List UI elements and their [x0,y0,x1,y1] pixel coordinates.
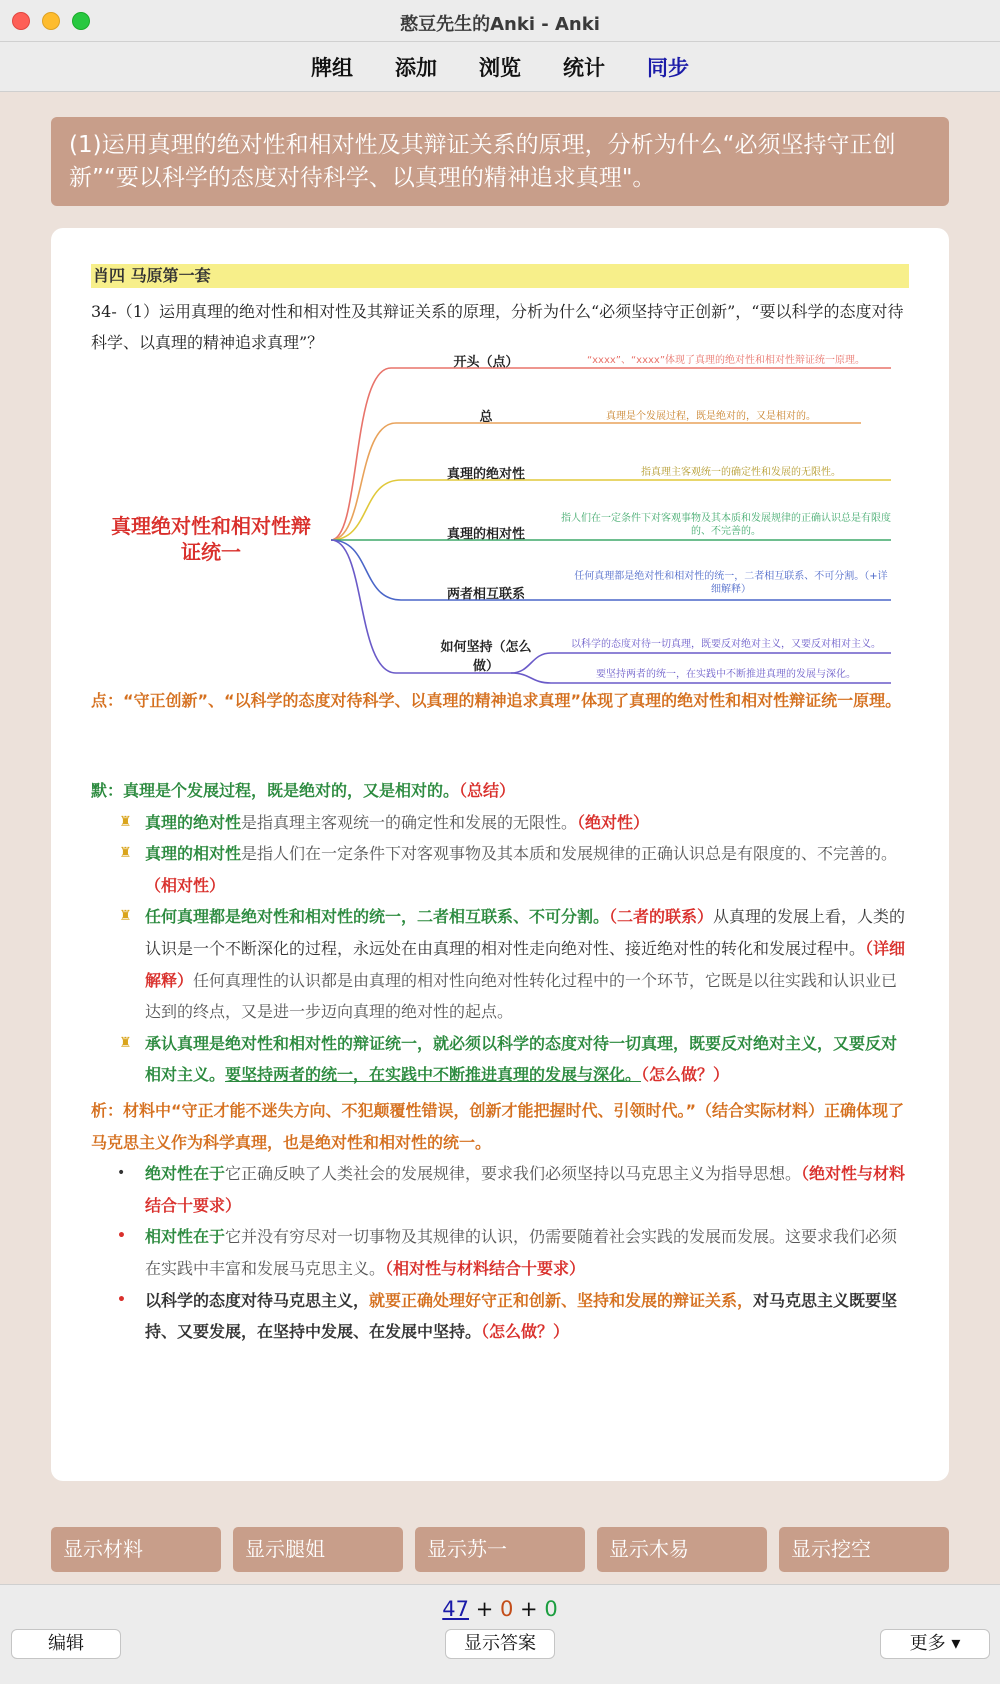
plus-sign: + [475,1597,494,1621]
show-suyi-button[interactable]: 显示苏一 [415,1527,585,1572]
trophy-icon: ♜ [119,1034,132,1051]
bullet-relative-desc: 是指人们在一定条件下对客观事物及其本质和发展规律的正确认识总是有限度的、不完善的。 [241,844,898,864]
analysis-absolute-tag: （绝对性与材料结合十要求） [145,1164,906,1215]
window-title: 憨豆先生的Anki - Anki [400,14,600,35]
question-banner: (1)运用真理的绝对性和相对性及其辩证关系的原理，分析为什么“必须坚持守正创新”“要以科学的态度对待科学、以真理的精神追求真理"。 [51,117,949,206]
analysis-lead: 析：材料中“守正才能不迷失方向、不犯颠覆性错误，创新才能把握时代、引领时代。”（结合实际材料）正确体现了马克思主义作为科学真理，也是绝对性和相对性的统一。 [91,1101,905,1152]
bullet-link-body: 从真理的发展上看，人类的认识是一个不断深化的过程，永远处在由真理的相对性走向绝对性、接近绝对性的转化和发展过程中。 [145,907,906,958]
title-bar [0,0,1000,42]
bullet-absolute-desc: 是指真理主客观统一的确定性和发展的无限性。 [241,812,578,832]
bullet-link-tag: （二者的联系） [609,907,714,927]
bullet-how-tag: （怎么做？） [641,1065,730,1085]
more-button[interactable]: 更多 ▾ [880,1629,990,1659]
show-muyi-button[interactable]: 显示木易 [597,1527,767,1572]
bullet-relative-tag: （相对性） [145,875,226,895]
card-header [91,264,909,358]
analysis-relative-desc: 它并没有穷尽对一切事物及其规律的认识，仍需要随着社会实践的发展而发展。这要求我们必须在实践中丰富和发展马克思主义。 [145,1227,898,1278]
bullet-absolute [91,807,909,839]
bullet-how [91,1028,909,1091]
branch-label-absolute: 真理的绝对性 [446,467,525,482]
bullet-how-underline: 要坚持两者的统一，在实践中不断推进真理的发展与深化。 [225,1065,642,1085]
toolbar-browse[interactable]: 浏览 [479,55,521,80]
analysis-relative-tag: （相对性与材料结合十要求） [385,1258,586,1278]
mind-map [91,348,909,703]
due-counts [0,1597,1000,1621]
analysis-how-lead: 以科学的态度对待马克思主义， [145,1290,370,1310]
branch-text-opening: “xxxx”、“xxxx”体现了真理的绝对性和相对性辩证统一原理。 [586,355,866,366]
new-count[interactable]: 47 [442,1597,469,1621]
show-tuijie-button[interactable]: 显示腿姐 [233,1527,403,1572]
bullet-link-detail-tag: （详细解释） [145,938,906,990]
edit-button[interactable]: 编辑 [11,1629,121,1659]
analysis-absolute-desc: 它正确反映了人类社会的发展规律，要求我们必须坚持以马克思主义为指导思想。 [225,1164,802,1184]
bullet-dot-icon: • [117,1165,126,1182]
branch-label-link: 两者相互联系 [446,587,525,602]
bullet-link-detail: 任何真理性的认识都是由真理的相对性向绝对性转化过程中的一个环节，它既是以往实践和认识业已达到的终点，又是进一步迈向真理的绝对性的起点。 [145,970,898,1022]
mind-map-root: 真理绝对性和相对性辩证统一 [111,514,311,564]
plus-sign: + [520,1597,538,1621]
point-section [91,685,909,717]
bullet-relative-term: 真理的相对性 [145,844,242,864]
toolbar-decks[interactable]: 牌组 [311,55,353,80]
branch-label-relative: 真理的相对性 [446,527,525,542]
question-line: 34-（1）运用真理的绝对性和相对性及其辩证关系的原理，分析为什么“必须坚持守正创新”，“要以科学的态度对待科学、以真理的精神追求真理”？ [91,302,904,352]
trophy-icon: ♜ [119,908,132,925]
bullet-link-lead: 任何真理都是绝对性和相对性的统一，二者相互联系、不可分割。 [145,907,610,927]
analysis-relative [91,1221,909,1284]
summary-section [91,775,909,1091]
branch-text-how-1: 以科学的态度对待一切真理，既要反对绝对主义，又要反对相对主义。 [571,639,881,650]
analysis-how [91,1285,909,1348]
review-bottom-bar [0,1584,1000,1684]
bullet-relative [91,838,909,901]
summary-line [91,775,909,807]
analysis-how-tag: （怎么做？） [481,1322,570,1342]
summary-tag: （总结） [459,781,516,800]
review-count: 0 [544,1597,558,1621]
toolbar-add[interactable]: 添加 [395,55,437,80]
bullet-dot-icon: • [117,1228,126,1245]
branch-label-opening: 开头（点） [453,355,519,370]
bullet-absolute-term: 真理的绝对性 [145,812,242,832]
analysis-section [91,1095,909,1348]
toolbar-stats[interactable]: 统计 [563,55,605,80]
point-text: 点：“守正创新”、“以科学的态度对待科学、以真理的精神追求真理”体现了真理的绝对性和相对性辩证统一原理。 [91,691,902,710]
show-cloze-button[interactable]: 显示挖空 [779,1527,949,1572]
bullet-how-lead: 承认真理是绝对性和相对性的辩证统一，就必须以科学的态度对待一切真理，既要反对绝对主义，又要反对相对主义。 [145,1033,898,1085]
analysis-relative-term: 相对性在于 [145,1227,226,1247]
bullet-absolute-tag: （绝对性） [577,812,650,832]
branch-text-how-2: 要坚持两者的统一，在实践中不断推进真理的发展与深化。 [596,669,856,680]
trophy-icon: ♜ [119,813,132,830]
chapter-highlight: 肖四 马原第一套 [91,264,909,288]
bullet-link [91,901,909,1027]
branch-text-total: 真理是个发展过程，既是绝对的，又是相对的。 [606,411,816,422]
show-answer-button[interactable]: 显示答案 [445,1629,555,1659]
branch-text-link: 任何真理都是绝对性和相对性的统一，二者相互联系、不可分割。（+详细解释） [574,571,888,595]
analysis-absolute [91,1158,909,1221]
analysis-how-body: 对马克思主义既要坚持、又要发展，在坚持中发展、在发展中坚持。 [145,1290,898,1342]
learn-count: 0 [499,1597,514,1621]
answer-card [51,228,949,1481]
analysis-how-key: 就要正确处理好守正和创新、坚持和发展的辩证关系， [369,1290,754,1310]
bullet-dot-icon: • [117,1291,126,1308]
branch-label-total: 总 [479,410,493,425]
branch-label-how: 如何坚持（怎么做） [440,640,532,674]
summary-lead: 默：真理是个发展过程，既是绝对的，又是相对的。 [91,781,460,800]
branch-text-relative: 指人们在一定条件下对客观事物及其本质和发展规律的正确认识总是有限度的、不完善的。 [561,513,891,537]
main-toolbar [0,42,1000,92]
analysis-absolute-term: 绝对性在于 [145,1164,226,1184]
show-material-button[interactable]: 显示材料 [51,1527,221,1572]
branch-text-absolute: 指真理主客观统一的确定性和发展的无限性。 [641,467,841,478]
toolbar-sync[interactable]: 同步 [647,55,689,80]
show-buttons-row [51,1527,949,1572]
trophy-icon: ♜ [119,845,132,862]
